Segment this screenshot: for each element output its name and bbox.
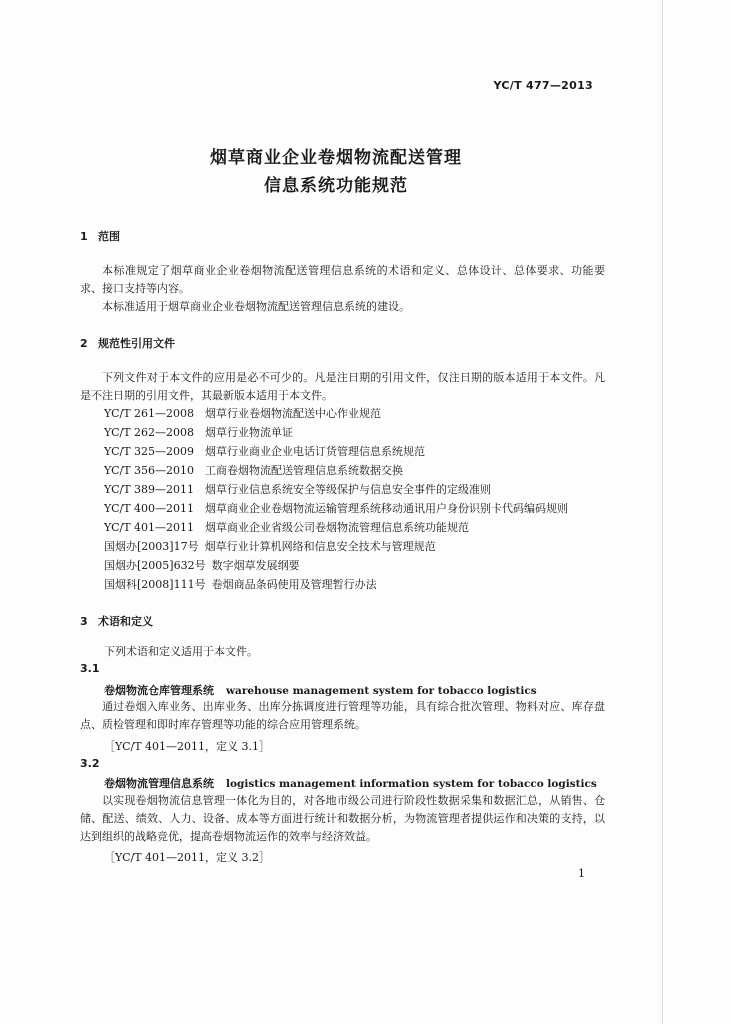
- standard-code: YC/T 477—2013: [493, 79, 593, 92]
- policy-document-item: [104, 576, 377, 592]
- scope-paragraph-2: 本标准适用于烟草商业企业卷烟物流配送管理信息系统的建设。: [102, 300, 410, 313]
- document-code: 国烟办[2003]17号: [104, 540, 199, 553]
- reference-title: 烟草行业物流单证: [205, 426, 293, 439]
- reference-item: [104, 462, 403, 478]
- reference-code: YC/T 325—2009: [104, 445, 195, 458]
- section-heading-terms: [80, 613, 153, 629]
- section-title: 术语和定义: [98, 615, 153, 628]
- document-title: 卷烟商品条码使用及管理暂行办法: [211, 578, 377, 591]
- reference-title: 烟草行业信息系统安全等级保护与信息安全事件的定级准则: [205, 483, 491, 496]
- policy-document-item: [104, 557, 300, 573]
- reference-code: YC/T 356—2010: [104, 464, 195, 477]
- reference-item: [104, 500, 568, 516]
- section-heading-scope: [80, 228, 120, 244]
- section-title: 规范性引用文件: [98, 337, 175, 350]
- term-definition: 通过卷烟入库业务、出库业务、出库分拣调度进行管理等功能，具有综合批次管理、物料对应、库存盘点、质检管理和即时库存管理等功能的综合应用管理系统。: [80, 700, 605, 731]
- reference-code: YC/T 262—2008: [104, 426, 195, 439]
- reference-title: 烟草行业商业企业电话订货管理信息系统规范: [205, 445, 425, 458]
- reference-item: [104, 443, 425, 459]
- reference-title: 烟草商业企业卷烟物流运输管理系统移动通讯用户身份识别卡代码编码规则: [205, 502, 568, 515]
- term-english: logistics management information system for tobacco logistics: [226, 778, 597, 790]
- section-heading-normative-references: [80, 335, 175, 351]
- reference-code: YC/T 261—2008: [104, 407, 195, 420]
- terms-intro: 下列术语和定义适用于本文件。: [104, 645, 258, 658]
- section-title: 范围: [98, 230, 120, 243]
- document-title-line1: 烟草商业企业卷烟物流配送管理: [210, 148, 462, 168]
- term-number: 3.1: [80, 662, 100, 675]
- document-title: 数字烟草发展纲要: [211, 559, 300, 572]
- term-entry: [104, 682, 537, 698]
- page-number: 1: [578, 867, 585, 880]
- term-chinese: 卷烟物流管理信息系统: [104, 777, 214, 790]
- reference-item: [104, 405, 381, 421]
- reference-title: 烟草行业卷烟物流配送中心作业规范: [205, 407, 381, 420]
- document-title: 烟草行业计算机网络和信息安全技术与管理规范: [204, 540, 436, 553]
- reference-code: YC/T 401—2011: [104, 521, 195, 534]
- section-number: 1: [80, 230, 88, 243]
- term-english: warehouse management system for tobacco logistics: [226, 685, 537, 697]
- reference-code: YC/T 389—2011: [104, 483, 195, 496]
- scope-paragraph-1: 本标准规定了烟草商业企业卷烟物流配送管理信息系统的术语和定义、总体设计、总体要求、功能要求、接口支持等内容。: [80, 264, 605, 295]
- document-code: 国烟科[2008]111号: [104, 578, 206, 591]
- term-source: ［YC/T 401—2011，定义 3.1］: [104, 740, 271, 753]
- document-code: 国烟办[2005]632号: [104, 559, 206, 572]
- term-source: ［YC/T 401—2011，定义 3.2］: [104, 851, 271, 864]
- reference-code: YC/T 400—2011: [104, 502, 195, 515]
- section-number: 2: [80, 337, 88, 350]
- reference-item: [104, 481, 491, 497]
- term-entry: [104, 775, 597, 791]
- reference-item: [104, 519, 469, 535]
- document-title-line2: 信息系统功能规范: [264, 176, 408, 196]
- references-intro: 下列文件对于本文件的应用是必不可少的。凡是注日期的引用文件，仅注日期的版本适用于本文件。凡是不注日期的引用文件，其最新版本适用于本文件。: [80, 371, 605, 402]
- section-number: 3: [80, 615, 88, 628]
- reference-item: [104, 424, 293, 440]
- reference-title: 烟草商业企业省级公司卷烟物流管理信息系统功能规范: [205, 521, 469, 534]
- term-number: 3.2: [80, 757, 100, 770]
- term-definition: 以实现卷烟物流信息管理一体化为目的，对各地市级公司进行阶段性数据采集和数据汇总，从销售、仓储、配送、绩效、人力、设备、成本等方面进行统计和数据分析，为物流管理者提供运作和决策的支持，以达到组织的战略竞优，提高卷烟物流运作的效率与经济效益。: [80, 794, 605, 843]
- reference-title: 工商卷烟物流配送管理信息系统数据交换: [205, 464, 403, 477]
- term-chinese: 卷烟物流仓库管理系统: [104, 684, 214, 697]
- policy-document-item: [104, 538, 436, 554]
